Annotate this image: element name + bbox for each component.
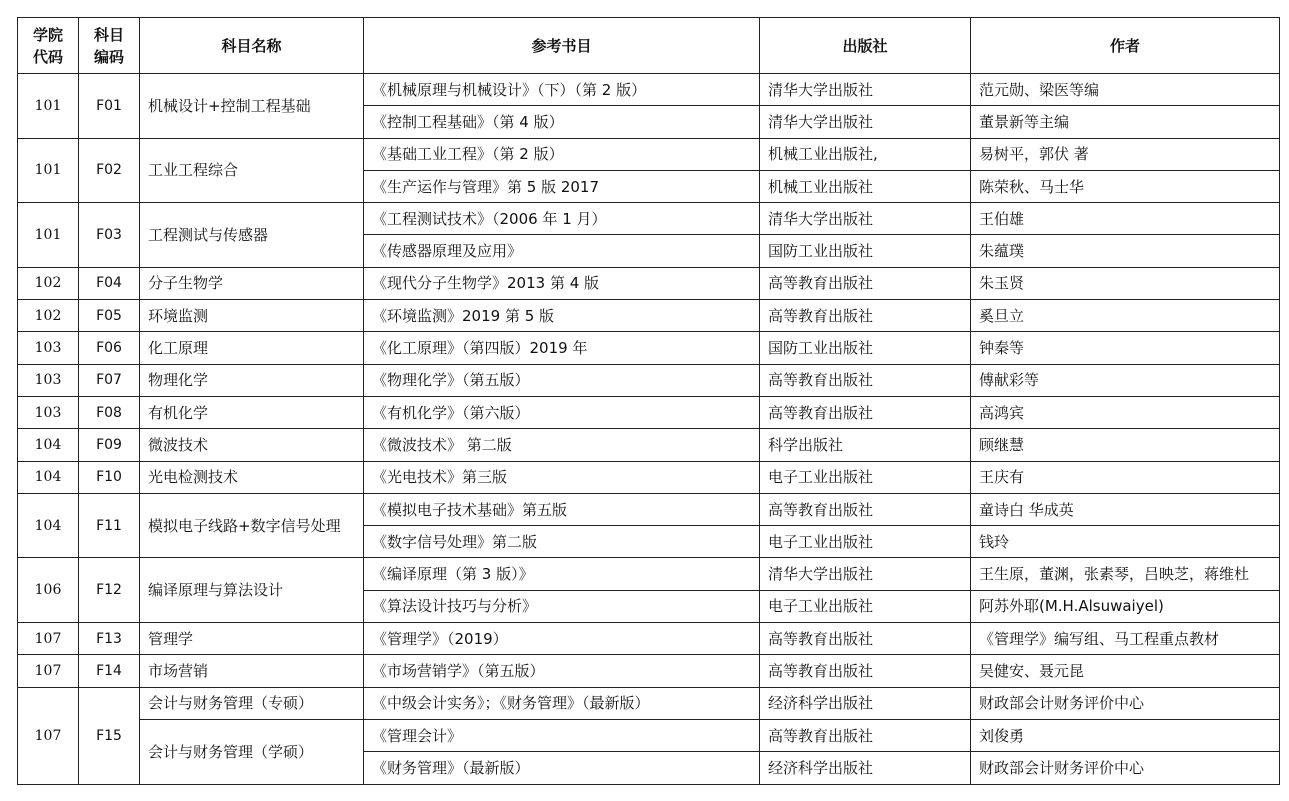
subject-code-cell: F06 <box>79 332 140 364</box>
author-cell: 董景新等主编 <box>971 106 1280 138</box>
subject-name-cell: 物理化学 <box>140 364 364 396</box>
table-row <box>18 461 1280 493</box>
book-title-cell: 《化工原理》（第四版）2019 年 <box>364 332 760 364</box>
header-subject-code <box>79 18 140 74</box>
subject-code-cell: F08 <box>79 396 140 428</box>
publisher-cell: 机械工业出版社, <box>760 138 971 170</box>
publisher-cell: 电子工业出版社 <box>760 526 971 558</box>
subject-name-cell: 工程测试与传感器 <box>140 203 364 268</box>
publisher-cell: 高等教育出版社 <box>760 623 971 655</box>
subject-code-cell: F12 <box>79 558 140 623</box>
author-cell: 奚旦立 <box>971 300 1280 332</box>
author-cell: 易树平，郭伏 著 <box>971 138 1280 170</box>
author-cell: 朱玉贤 <box>971 267 1280 299</box>
book-title-cell: 《光电技术》第三版 <box>364 461 760 493</box>
subject-code-cell: F13 <box>79 623 140 655</box>
publisher-cell: 清华大学出版社 <box>760 106 971 138</box>
subject-code-cell: F01 <box>79 74 140 139</box>
subject-name-cell: 环境监测 <box>140 300 364 332</box>
table-row <box>18 493 1280 525</box>
author-cell: 钱玲 <box>971 526 1280 558</box>
header-college-code <box>18 18 79 74</box>
table-row <box>18 267 1280 299</box>
table-row <box>18 203 1280 235</box>
subject-code-cell: F09 <box>79 429 140 461</box>
header-subject-code-line2: 编码 <box>93 47 124 66</box>
subject-name-cell: 会计与财务管理（专硕） <box>140 687 364 719</box>
publisher-cell: 经济科学出版社 <box>760 752 971 784</box>
table-row <box>18 687 1280 719</box>
publisher-cell: 电子工业出版社 <box>760 590 971 622</box>
book-title-cell: 《工程测试技术》（2006 年 1 月） <box>364 203 760 235</box>
author-cell: 顾继慧 <box>971 429 1280 461</box>
subject-code-cell: F10 <box>79 461 140 493</box>
subject-name-cell: 化工原理 <box>140 332 364 364</box>
college-code-cell: 103 <box>18 364 79 396</box>
subject-code-cell: F07 <box>79 364 140 396</box>
author-cell: 童诗白 华成英 <box>971 493 1280 525</box>
publisher-cell: 高等教育出版社 <box>760 719 971 751</box>
author-cell: 吴健安、聂元昆 <box>971 655 1280 687</box>
subject-name-cell: 工业工程综合 <box>140 138 364 203</box>
college-code-cell: 106 <box>18 558 79 623</box>
publisher-cell: 高等教育出版社 <box>760 300 971 332</box>
publisher-cell: 高等教育出版社 <box>760 493 971 525</box>
table-row <box>18 719 1280 751</box>
subject-name-cell: 管理学 <box>140 623 364 655</box>
college-code-cell: 103 <box>18 332 79 364</box>
college-code-cell: 107 <box>18 687 79 784</box>
college-code-cell: 104 <box>18 493 79 558</box>
author-cell: 《管理学》编写组、马工程重点教材 <box>971 623 1280 655</box>
subject-code-cell: F15 <box>79 687 140 784</box>
publisher-cell: 高等教育出版社 <box>760 655 971 687</box>
header-subject-name: 科目名称 <box>140 18 364 74</box>
publisher-cell: 国防工业出版社 <box>760 235 971 267</box>
table-row <box>18 558 1280 590</box>
publisher-cell: 电子工业出版社 <box>760 461 971 493</box>
author-cell: 朱蕴璞 <box>971 235 1280 267</box>
book-title-cell: 《模拟电子技术基础》第五版 <box>364 493 760 525</box>
header-subject-code-line1: 科目 <box>93 25 124 44</box>
publisher-cell: 清华大学出版社 <box>760 74 971 106</box>
author-cell: 阿苏外耶(M.H.Alsuwaiyel) <box>971 590 1280 622</box>
college-code-cell: 103 <box>18 396 79 428</box>
author-cell: 陈荣秋、马士华 <box>971 170 1280 202</box>
author-cell: 钟秦等 <box>971 332 1280 364</box>
subject-name-cell: 会计与财务管理（学硕） <box>140 719 364 784</box>
book-title-cell: 《传感器原理及应用》 <box>364 235 760 267</box>
subject-code-cell: F11 <box>79 493 140 558</box>
subject-code-cell: F14 <box>79 655 140 687</box>
subject-code-cell: F04 <box>79 267 140 299</box>
book-title-cell: 《生产运作与管理》第 5 版 2017 <box>364 170 760 202</box>
publisher-cell: 清华大学出版社 <box>760 558 971 590</box>
header-row <box>18 18 1280 74</box>
book-title-cell: 《环境监测》2019 第 5 版 <box>364 300 760 332</box>
college-code-cell: 102 <box>18 300 79 332</box>
subject-name-cell: 有机化学 <box>140 396 364 428</box>
book-title-cell: 《机械原理与机械设计》（下）（第 2 版） <box>364 74 760 106</box>
subject-name-cell: 微波技术 <box>140 429 364 461</box>
book-title-cell: 《有机化学》（第六版） <box>364 396 760 428</box>
table-row <box>18 300 1280 332</box>
author-cell: 傅献彩等 <box>971 364 1280 396</box>
header-book: 参考书目 <box>364 18 760 74</box>
table-body <box>18 74 1280 785</box>
author-cell: 高鸿宾 <box>971 396 1280 428</box>
author-cell: 王生原，董渊，张素琴，吕映芝，蒋维杜 <box>971 558 1280 590</box>
header-college-code-line2: 代码 <box>32 47 63 66</box>
subject-name-cell: 市场营销 <box>140 655 364 687</box>
table-row <box>18 623 1280 655</box>
table-row <box>18 655 1280 687</box>
reference-books-table <box>17 17 1280 785</box>
subject-name-cell: 编译原理与算法设计 <box>140 558 364 623</box>
subject-name-cell: 机械设计+控制工程基础 <box>140 74 364 139</box>
subject-code-cell: F02 <box>79 138 140 203</box>
publisher-cell: 高等教育出版社 <box>760 267 971 299</box>
book-title-cell: 《物理化学》（第五版） <box>364 364 760 396</box>
publisher-cell: 国防工业出版社 <box>760 332 971 364</box>
college-code-cell: 101 <box>18 203 79 268</box>
book-title-cell: 《数字信号处理》第二版 <box>364 526 760 558</box>
author-cell: 财政部会计财务评价中心 <box>971 687 1280 719</box>
subject-name-cell: 模拟电子线路+数字信号处理 <box>140 493 364 558</box>
publisher-cell: 机械工业出版社 <box>760 170 971 202</box>
book-title-cell: 《算法设计技巧与分析》 <box>364 590 760 622</box>
table-row <box>18 396 1280 428</box>
publisher-cell: 高等教育出版社 <box>760 364 971 396</box>
table-row <box>18 332 1280 364</box>
author-cell: 王伯雄 <box>971 203 1280 235</box>
header-college-code-line1: 学院 <box>32 25 63 44</box>
college-code-cell: 104 <box>18 461 79 493</box>
publisher-cell: 科学出版社 <box>760 429 971 461</box>
subject-name-cell: 光电检测技术 <box>140 461 364 493</box>
header-author: 作者 <box>971 18 1280 74</box>
college-code-cell: 101 <box>18 74 79 139</box>
table-row <box>18 429 1280 461</box>
book-title-cell: 《微波技术》 第二版 <box>364 429 760 461</box>
publisher-cell: 经济科学出版社 <box>760 687 971 719</box>
college-code-cell: 104 <box>18 429 79 461</box>
table-row <box>18 74 1280 106</box>
college-code-cell: 102 <box>18 267 79 299</box>
publisher-cell: 清华大学出版社 <box>760 203 971 235</box>
college-code-cell: 107 <box>18 623 79 655</box>
header-publisher: 出版社 <box>760 18 971 74</box>
author-cell: 王庆有 <box>971 461 1280 493</box>
book-title-cell: 《现代分子生物学》2013 第 4 版 <box>364 267 760 299</box>
book-title-cell: 《基础工业工程》（第 2 版） <box>364 138 760 170</box>
author-cell: 刘俊勇 <box>971 719 1280 751</box>
college-code-cell: 107 <box>18 655 79 687</box>
table-row <box>18 364 1280 396</box>
publisher-cell: 高等教育出版社 <box>760 396 971 428</box>
subject-code-cell: F03 <box>79 203 140 268</box>
book-title-cell: 《财务管理》（最新版） <box>364 752 760 784</box>
book-title-cell: 《编译原理（第 3 版）》 <box>364 558 760 590</box>
book-title-cell: 《管理学》（2019） <box>364 623 760 655</box>
book-title-cell: 《市场营销学》（第五版） <box>364 655 760 687</box>
subject-code-cell: F05 <box>79 300 140 332</box>
subject-name-cell: 分子生物学 <box>140 267 364 299</box>
book-title-cell: 《管理会计》 <box>364 719 760 751</box>
table-row <box>18 138 1280 170</box>
author-cell: 财政部会计财务评价中心 <box>971 752 1280 784</box>
book-title-cell: 《中级会计实务》；《财务管理》（最新版） <box>364 687 760 719</box>
author-cell: 范元勋、梁医等编 <box>971 74 1280 106</box>
book-title-cell: 《控制工程基础》（第 4 版） <box>364 106 760 138</box>
college-code-cell: 101 <box>18 138 79 203</box>
